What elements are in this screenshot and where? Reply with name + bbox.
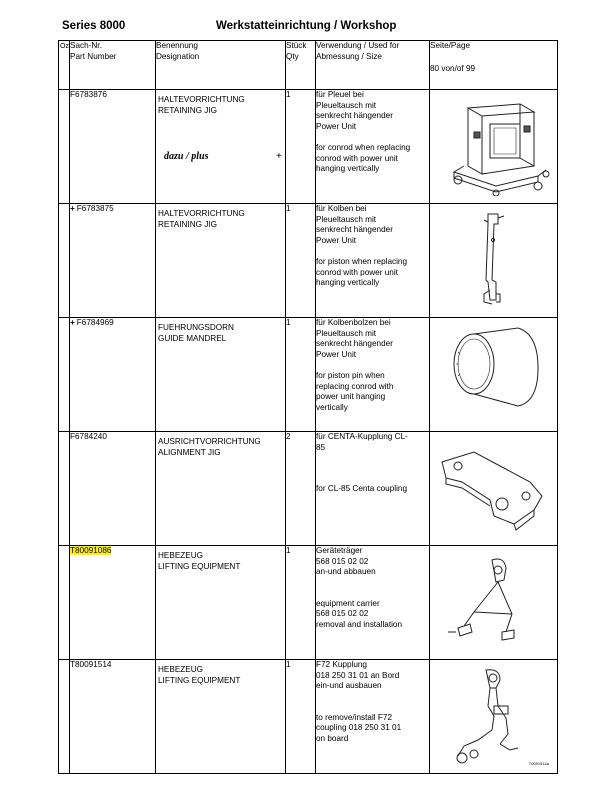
page-number: 80 von/of 99 [430, 63, 476, 73]
qty-cell: 1 [286, 660, 316, 774]
image-cell [430, 546, 558, 660]
part-number-cell [70, 660, 156, 774]
plus-sign: + [276, 151, 282, 162]
designation-cell: HEBEZEUG LIFTING EQUIPMENT [156, 546, 286, 660]
col-oz-header: Oz [59, 41, 70, 90]
table-row [59, 318, 558, 432]
image-cell [430, 660, 558, 774]
oz-cell [59, 546, 70, 660]
page-title: Werkstatteinrichtung / Workshop [216, 20, 397, 32]
part-number-highlighted: T80091086 [70, 546, 112, 555]
table-header-row [59, 41, 558, 90]
part-number-cell [70, 318, 156, 432]
image-cell [430, 90, 558, 204]
col-page-header: Seite/Page 80 von/of 99 [430, 41, 558, 90]
guide-mandrel-illustration [434, 324, 552, 424]
image-cell [430, 318, 558, 432]
table-row [59, 660, 558, 774]
plus-sign: + [70, 318, 75, 327]
plus-sign: + [70, 204, 75, 213]
part-number-cell [70, 90, 156, 204]
table-row [59, 204, 558, 318]
part-number: F6784969 [76, 318, 114, 327]
lifting-equipment-coupling-illustration [434, 666, 552, 766]
oz-cell [59, 432, 70, 546]
designation-cell: HEBEZEUG LIFTING EQUIPMENT [156, 660, 286, 774]
retaining-jig-frame-illustration [434, 96, 552, 196]
dazu-plus-note: dazu / plus [164, 151, 209, 162]
alignment-jig-illustration [434, 438, 552, 538]
lifting-equipment-carrier-illustration [434, 552, 552, 652]
usage-cell: für Kolbenbolzen bei Pleueltausch mit senkrecht hängender Power Unit for piston pin when replacing conrod with power unit hanging vertically [316, 318, 430, 432]
col-part-number-header: Sach-Nr. Part Number [70, 41, 156, 90]
part-number: F6784240 [70, 432, 107, 441]
series-label: Series 8000 [62, 20, 126, 32]
part-number: F6783876 [70, 90, 107, 99]
oz-cell [59, 204, 70, 318]
designation-cell: HALTEVORRICHTUNG RETAINING JIG dazu / plus + [156, 90, 286, 204]
part-number-cell [70, 432, 156, 546]
qty-cell: 1 [286, 204, 316, 318]
qty-cell: 1 [286, 318, 316, 432]
qty-cell: 1 [286, 546, 316, 660]
oz-cell [59, 660, 70, 774]
qty-cell: 2 [286, 432, 316, 546]
part-number: T80091514 [70, 660, 112, 669]
usage-cell: F72 Kupplung 018 250 31 01 an Bord ein-und ausbauen to remove/install F72 coupling 018 250 31 01 on board [316, 660, 430, 774]
part-number-cell [70, 546, 156, 660]
oz-cell [59, 90, 70, 204]
part-number: F6783875 [76, 204, 114, 213]
col-qty-header: Stück Qty [286, 41, 316, 90]
part-number-cell [70, 204, 156, 318]
oz-cell [59, 318, 70, 432]
designation-cell: FUEHRUNGSDORN GUIDE MANDREL [156, 318, 286, 432]
table-row [59, 432, 558, 546]
image-cell [430, 204, 558, 318]
table-row [59, 90, 558, 204]
usage-cell: für Kolben bei Pleueltausch mit senkrecht hängender Power Unit for piston when replacing conrod with power unit hanging vertically [316, 204, 430, 318]
usage-cell: für CENTA-Kupplung CL- 85 for CL-85 Centa coupling [316, 432, 430, 546]
col-designation-header: Benennung Designation [156, 41, 286, 90]
parts-table [58, 40, 558, 774]
usage-cell: Geräteträger 568 015 02 02 an-und abbauen equipment carrier 568 015 02 02 removal and installation [316, 546, 430, 660]
table-row [59, 546, 558, 660]
qty-cell: 1 [286, 90, 316, 204]
image-cell [430, 432, 558, 546]
image-reference-note: T0091514a [528, 760, 549, 766]
designation-cell: HALTEVORRICHTUNG RETAINING JIG [156, 204, 286, 318]
retaining-jig-bar-illustration [434, 210, 552, 310]
designation-cell: AUSRICHTVORRICHTUNG ALIGNMENT JIG [156, 432, 286, 546]
usage-cell: für Pleuel bei Pleueltausch mit senkrecht hängender Power Unit for conrod when replacing conrod with power unit hanging vertically [316, 90, 430, 204]
col-usage-header: Verwendung / Used for Abmessung / Size [316, 41, 430, 90]
